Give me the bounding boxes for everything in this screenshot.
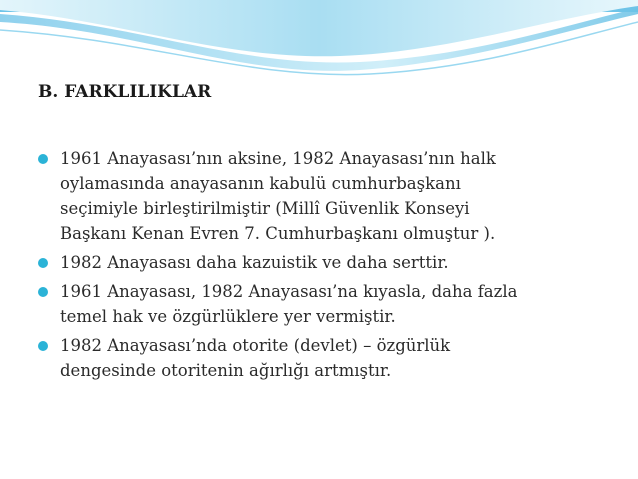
bullet-line: oylamasında anayasanın kabulü cumhurbaşkanı xyxy=(60,174,461,193)
bullet-line: seçimiyle birleştirilmiştir (Millî Güvenlik Konseyi xyxy=(60,199,470,218)
bullet-line: 1961 Anayasası’nın aksine, 1982 Anayasası’nın halk xyxy=(60,149,496,168)
bullet-item xyxy=(38,333,618,383)
bullet-item xyxy=(38,279,618,329)
bullet-item xyxy=(38,250,618,275)
bullet-line: dengesinde otoritenin ağırlığı artmıştır. xyxy=(60,361,392,380)
bullet-list xyxy=(38,146,618,387)
bullet-dot-icon xyxy=(38,341,48,351)
bullet-dot-icon xyxy=(38,258,48,268)
bullet-text xyxy=(60,279,618,329)
bullet-line: Başkanı Kenan Evren 7. Cumhurbaşkanı olmuştur ). xyxy=(60,224,496,243)
bullet-line: 1982 Anayasası’nda otorite (devlet) – özgürlük xyxy=(60,336,451,355)
bullet-text xyxy=(60,250,618,275)
bullet-item xyxy=(38,146,618,246)
slide-heading: B. FARKLILIKLAR xyxy=(38,82,212,102)
bullet-text xyxy=(60,333,618,383)
bullet-dot-icon xyxy=(38,287,48,297)
bullet-line: temel hak ve özgürlüklere yer vermiştir. xyxy=(60,307,396,326)
decorative-wave-header xyxy=(0,0,638,80)
bullet-text xyxy=(60,146,618,246)
bullet-line: 1982 Anayasası daha kazuistik ve daha serttir. xyxy=(60,253,449,272)
bullet-dot-icon xyxy=(38,154,48,164)
bullet-line: 1961 Anayasası, 1982 Anayasası’na kıyasla, daha fazla xyxy=(60,282,518,301)
